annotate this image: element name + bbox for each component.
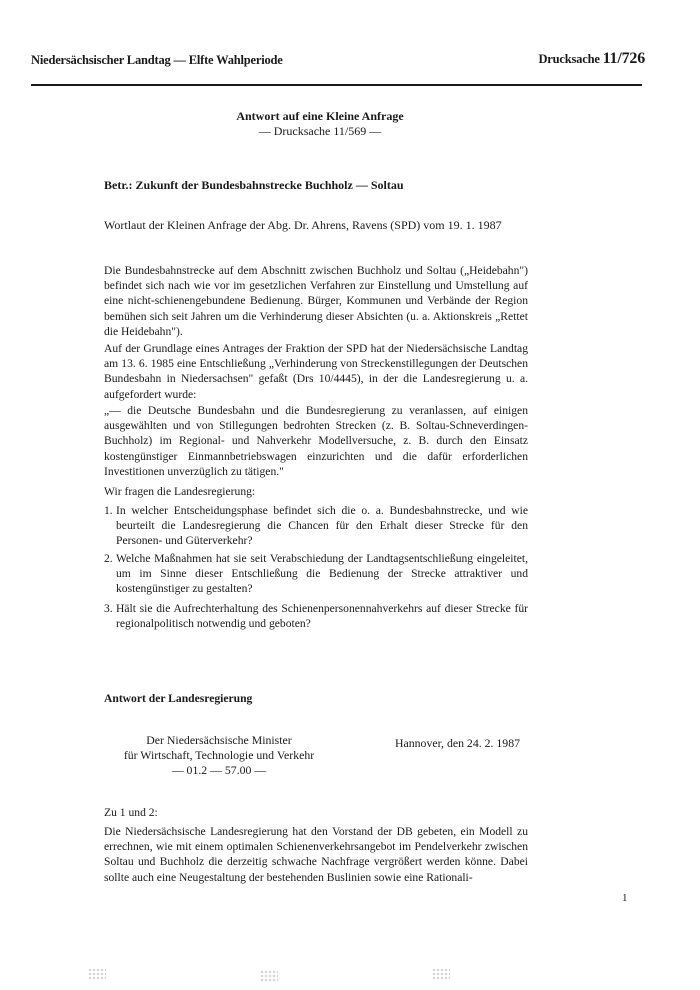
wir-fragen: Wir fragen die Landesregierung:: [104, 485, 256, 498]
question-list: [104, 551, 528, 597]
page-number: 1: [622, 892, 628, 904]
question-text: Welche Maßnahmen hat sie seit Verabschiedung der Landtagsentschließung eingeleitet, um im Sinne dieser Entschließung die Bedienung der Strecke attraktiver und kostengünstiger zu gestalten?: [116, 552, 528, 596]
subject-line: Betr.: Zukunft der Bundesbahnstrecke Buchholz — Soltau: [104, 178, 404, 192]
question-2: [104, 551, 528, 597]
scan-speck: [432, 968, 450, 980]
document-subtitle: — Drucksache 11/569 —: [258, 124, 382, 138]
question-text: In welcher Entscheidungsphase befindet sich die o. a. Bundesbahnstrecke, und wie beurteilt die Landesregierung die Chancen für den Erhalt dieser Strecke für den Personen- und Güterverkehr?: [116, 504, 528, 548]
header-rule: [31, 84, 642, 86]
answer-paragraph: Die Niedersächsische Landesregierung hat den Vorstand der DB gebeten, ein Modell zu errechnen, wie mit einem optimalen Schienenverkehrsangebot im Pendelverkehr zwischen Soltau und Buchholz die derzeitig schwache Nachfrage vergrößert werden könne. Dabei sollte auch eine Neugestaltung der bestehenden Buslinien sowie eine Rationali-: [104, 825, 528, 884]
minister-line-3: — 01.2 — 57.00 —: [171, 763, 267, 778]
paragraph-2: Auf der Grundlage eines Antrages der Fraktion der SPD hat der Niedersächsische Landtag am 13. 6. 1985 eine Entschließung „Verhinderung von Streckenstillegungen der Deutschen Bundesbahn in Niedersachsen" gefaßt (Drs 10/4445), in der die Landesregierung u. a. aufgefordert wurde:: [104, 342, 528, 401]
minister-line-1: Der Niedersächsische Minister: [146, 733, 292, 747]
scan-speck: [260, 970, 278, 982]
question-text: Hält sie die Aufrechterhaltung des Schienenpersonennahverkehrs auf dieser Strecke für regionalpolitisch notwendig und geboten?: [116, 602, 528, 631]
question-3: [104, 601, 528, 631]
question-number: 2.: [104, 552, 113, 565]
document-title: Antwort auf eine Kleine Anfrage: [236, 109, 404, 123]
drucksache-number: 11/726: [602, 50, 645, 67]
question-1: [104, 503, 528, 549]
scan-speck: [88, 968, 106, 980]
antwort-heading: Antwort der Landesregierung: [104, 692, 253, 705]
drucksache-label: Drucksache: [538, 52, 600, 66]
question-list: [104, 503, 528, 549]
question-list: [104, 601, 528, 631]
minister-block: [104, 733, 334, 779]
header-right: [538, 50, 645, 68]
question-number: 3.: [104, 602, 113, 615]
question-number: 1.: [104, 504, 113, 517]
quote-paragraph: „— die Deutsche Bundesbahn und die Bundesregierung zu veranlassen, auf einigen ausgewählten und von Stillegungen bedrohten Strecken (z. B. Soltau-Schneverdingen-Buchholz) im Regional- und Nahverkehr Modellversuche, z. B. durch den Einsatz kostengünstiger Einmannbetriebswagen einzurichten und die dafür erforderlichen Investitionen unverzüglich zu tätigen.": [104, 404, 528, 478]
zu-heading: Zu 1 und 2:: [104, 806, 158, 819]
wortlaut-line: Wortlaut der Kleinen Anfrage der Abg. Dr. Ahrens, Ravens (SPD) vom 19. 1. 1987: [104, 218, 502, 232]
header-left: Niedersächsischer Landtag — Elfte Wahlperiode: [31, 53, 283, 67]
paragraph-1: Die Bundesbahnstrecke auf dem Abschnitt zwischen Buchholz und Soltau („Heidebahn") befindet sich nach wie vor im gesetzlichen Verfahren zur Einstellung und Umstellung auf eine nicht-schienengebundene Bedienung. Bürger, Kommunen und Verbände der Region bemühen sich seit Jahren um die Verhinderung dieser Absichten (u. a. Aktionskreis „Rettet die Heidebahn").: [104, 264, 528, 338]
minister-line-2: für Wirtschaft, Technologie und Verkehr: [123, 748, 315, 763]
date-line: Hannover, den 24. 2. 1987: [395, 736, 521, 750]
